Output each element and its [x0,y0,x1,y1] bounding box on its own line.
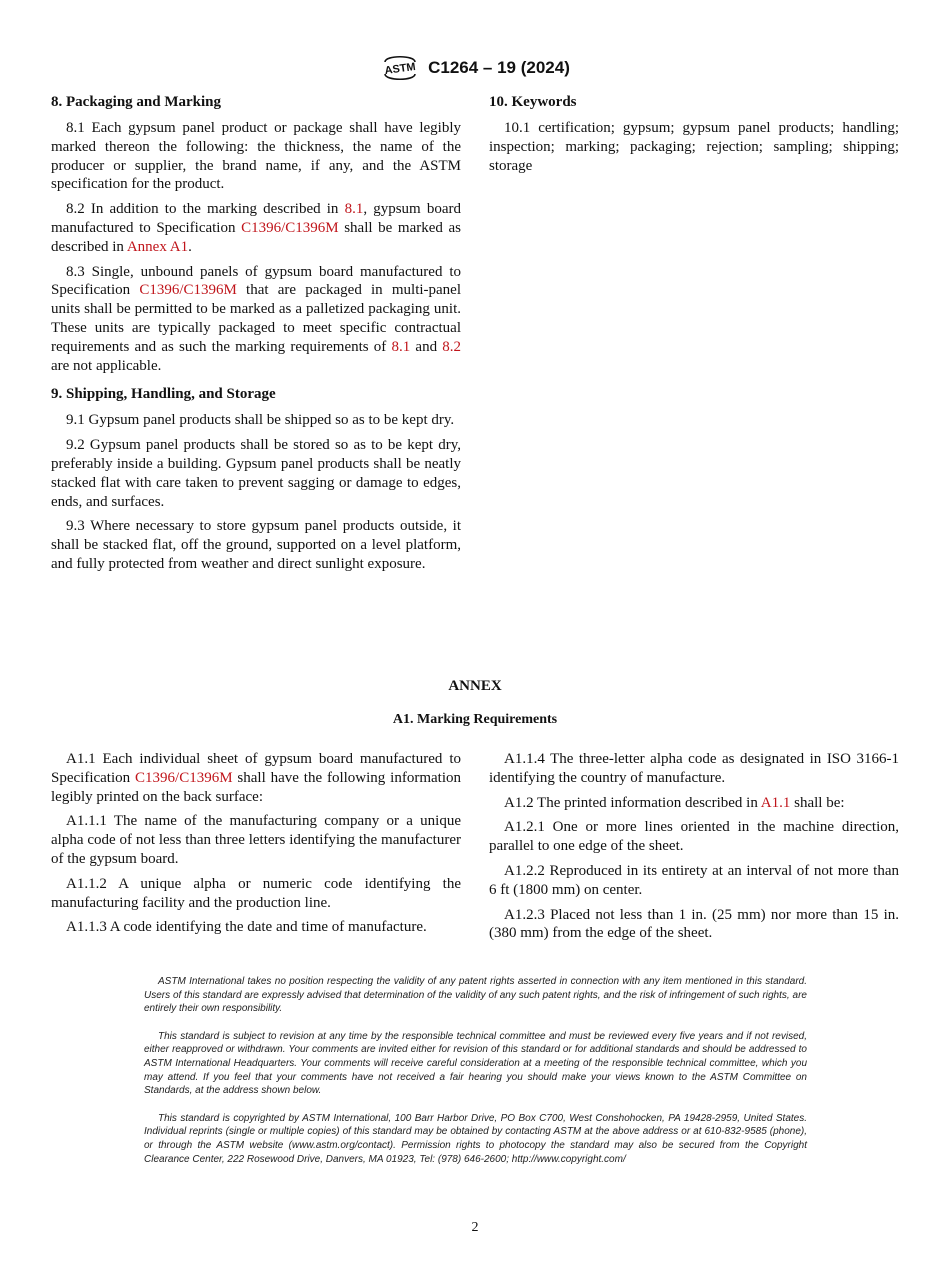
patent-notice: ASTM International takes no position respecting the validity of any patent rights asserted in connection with any item mentioned in this standard. Users of this standard are expressly advised that determination of the validity of any such patent rights, and the risk of infringement of such rights, are entirely their own responsibility. [144,976,807,1015]
para-a1-1-3: A1.1.3 A code identifying the date and time of manufacture. [66,919,427,936]
left-column-top [51,92,461,580]
para-a1-2: A1.2 The printed information described in A1.1 shall be: [504,794,845,811]
annex-right-column [489,750,899,949]
astm-logo-icon [380,52,420,84]
section-8-title: 8. Packaging and Marking [51,94,222,110]
para-a1-2-3: A1.2.3 Placed not less than 1 in. (25 mm) nor more than 15 in. (380 mm) from the edge of the sheet. [489,906,899,942]
ref-link-c1396[interactable]: C1396/C1396M [135,769,233,786]
para-9-2: 9.2 Gypsum panel products shall be stored so as to be kept dry, preferably inside a building. Gypsum panel products shall be neatly stacked flat with care taken to prevent sagging or damage to edges, ends, and surfaces. [51,437,461,510]
para-a1-2-1: A1.2.1 One or more lines oriented in the machine direction, parallel to one edge of the sheet. [489,819,899,855]
para-8-2: 8.2 In addition to the marking described in 8.1, gypsum board manufactured to Specification C1396/C1396M shall be marked as described in Annex A1. [51,201,461,255]
right-column-top [489,92,899,181]
para-a1-2-2: A1.2.2 Reproduced in its entirety at an interval of not more than 6 ft (1800 mm) on center. [489,862,899,898]
para-9-3: 9.3 Where necessary to store gypsum panel products outside, it shall be stacked flat, off the ground, supported on a level platform, and fully protected from weather and direct sunlight exposure. [51,518,461,572]
para-9-1: 9.1 Gypsum panel products shall be shipped so as to be kept dry. [66,412,455,429]
para-8-1: 8.1 Each gypsum panel product or package shall have legibly marked thereon the following: the thickness, the name of the producer or supplier, the brand name, if any, and the ASTM specification for the product. [51,120,461,193]
ref-link-a1-1[interactable]: A1.1 [760,794,791,811]
ref-link-8-1[interactable]: 8.1 [344,201,364,218]
legal-notices [144,975,807,1180]
annex-subtitle: A1. Marking Requirements [392,712,558,727]
logo-text: ASTM [383,60,417,78]
annex-left-column [51,750,461,943]
section-10-title: 10. Keywords [489,94,577,110]
revision-notice: This standard is subject to revision at any time by the responsible technical committee and must be reviewed every five years and if not revised, either reapproved or withdrawn. Your comments are invited either for revision of this standard or for additional standards and should be addressed to ASTM International Headquarters. Your comments will receive careful consideration at a meeting of the responsible technical committee, which you may attend. If you feel that your comments have not received a fair hearing you should make your views known to the ASTM Committee on Standards, at the address shown below. [144,1030,807,1097]
para-8-3: 8.3 Single, unbound panels of gypsum board manufactured to Specification C1396/C1396M that are packaged in multi-panel units shall be permitted to be marked as a palletized packaging unit. These units are typically packaged to meet specific contractual requirements and as such the marking requirements of 8.1 and 8.2 are not applicable. [51,263,462,374]
copyright-notice: This standard is copyrighted by ASTM International, 100 Barr Harbor Drive, PO Box C700, West Conshohocken, PA 19428-2959, United States. Individual reprints (single or multiple copies) of this standard may be obtained by contacting ASTM at the above address or at 610-832-9585 (phone), or through the ASTM website (www.astm.org/contact). Permission rights to photocopy the standard may also be secured from the Copyright Clearance Center, 222 Rosewood Drive, Danvers, MA 01923, Tel: (978) 646-2600; http://www.copyright.com/ [144,1112,807,1165]
para-a1-1: A1.1 Each individual sheet of gypsum board manufactured to Specification C1396/C1396M shall have the following information legibly printed on the back surface: [51,751,461,805]
ref-link-8-1[interactable]: 8.1 [391,338,411,355]
section-9-title: 9. Shipping, Handling, and Storage [51,386,276,403]
ref-link-c1396[interactable]: C1396/C1396M [139,282,237,299]
para-a1-1-4: A1.1.4 The three-letter alpha code as designated in ISO 3166-1 identifying the country of manufacture. [489,751,899,786]
ref-link-c1396[interactable]: C1396/C1396M [241,219,339,236]
para-10-1: 10.1 certification; gypsum; gypsum panel products; handling; inspection; marking; packaging; rejection; sampling; shipping; storage [489,120,899,174]
page-header [0,52,950,84]
ref-link-annex-a1[interactable]: Annex A1 [126,238,189,255]
page-number: 2 [471,1220,479,1235]
para-a1-1-2: A1.1.2 A unique alpha or numeric code identifying the manufacturing facility and the production line. [51,875,461,911]
document-id: C1264 – 19 (2024) [428,58,570,77]
annex-title: ANNEX [448,678,502,694]
para-a1-1-1: A1.1.1 The name of the manufacturing company or a unique alpha code of not less than three letters identifying the manufacturer of the gypsum board. [51,813,461,867]
ref-link-8-2[interactable]: 8.2 [442,338,461,355]
